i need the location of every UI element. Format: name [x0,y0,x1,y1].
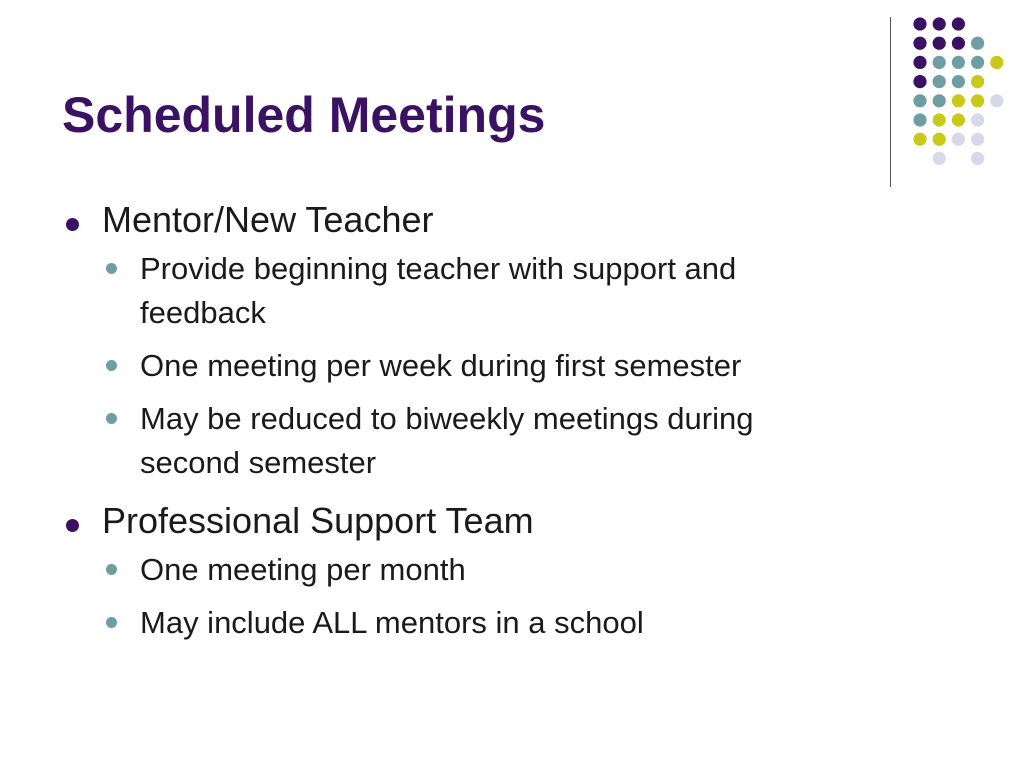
decorative-dot [952,17,965,30]
title-divider-line [890,17,891,187]
bullet-list [62,198,892,645]
sub-bullet-dot-icon [106,617,117,628]
decorative-dot [952,113,965,126]
decorative-dot [933,113,946,126]
sub-bullet-dot-icon [106,263,117,274]
decorative-dot [971,56,984,69]
sub-bullet-item [62,601,830,645]
decorative-dot [952,94,965,107]
bullet-text: Mentor/New Teacher [102,199,434,240]
decorative-dot [913,113,926,126]
decorative-dot [952,75,965,88]
sub-bullet-item [62,548,830,592]
decorative-dot [952,133,965,146]
sub-bullet-text: One meeting per week during first semester [140,348,742,384]
decorative-dot [933,133,946,146]
decorative-dot [971,152,984,165]
bullet-item [62,499,892,542]
sub-bullet-list [62,247,892,485]
sub-bullet-text: Provide beginning teacher with support and feedback [140,251,737,331]
bullet-text: Professional Support Team [102,500,534,542]
sub-bullet-dot-icon [106,360,117,371]
decorative-dot [990,56,1003,69]
decorative-dot [913,75,926,88]
sub-bullet-item [62,247,830,335]
decorative-dot [913,56,926,69]
decorative-dot [971,133,984,146]
decorative-dot [933,37,946,50]
decorative-dot [913,17,926,30]
sub-bullet-item [62,344,830,388]
bullet-item [62,198,892,241]
decorative-dot [971,94,984,107]
sub-bullet-list [62,548,892,645]
decorative-dot [952,56,965,69]
sub-bullet-dot-icon [106,564,117,575]
bullet-dot-icon [66,519,79,532]
decorative-dot [933,94,946,107]
decorative-dot [933,17,946,30]
bullet-group-2 [62,499,892,645]
decorative-dot [933,75,946,88]
decorative-dot [913,133,926,146]
sub-bullet-dot-icon [106,413,117,424]
sub-bullet-text: May be reduced to biweekly meetings during second semester [140,401,754,481]
bullet-dot-icon [66,218,79,231]
decorative-dot [913,37,926,50]
decorative-dot [913,94,926,107]
decorative-dot [952,37,965,50]
bullet-group-1 [62,198,892,485]
sub-bullet-text: May include ALL mentors in a school [140,605,644,641]
decorative-dot [971,37,984,50]
slide-title: Scheduled Meetings [62,87,546,143]
decorative-dot [990,94,1003,107]
sub-bullet-item [62,397,830,485]
decorative-dot [933,152,946,165]
decorative-dot [971,75,984,88]
decorative-dot [971,113,984,126]
decorative-dot [933,56,946,69]
sub-bullet-text: One meeting per month [140,552,466,588]
